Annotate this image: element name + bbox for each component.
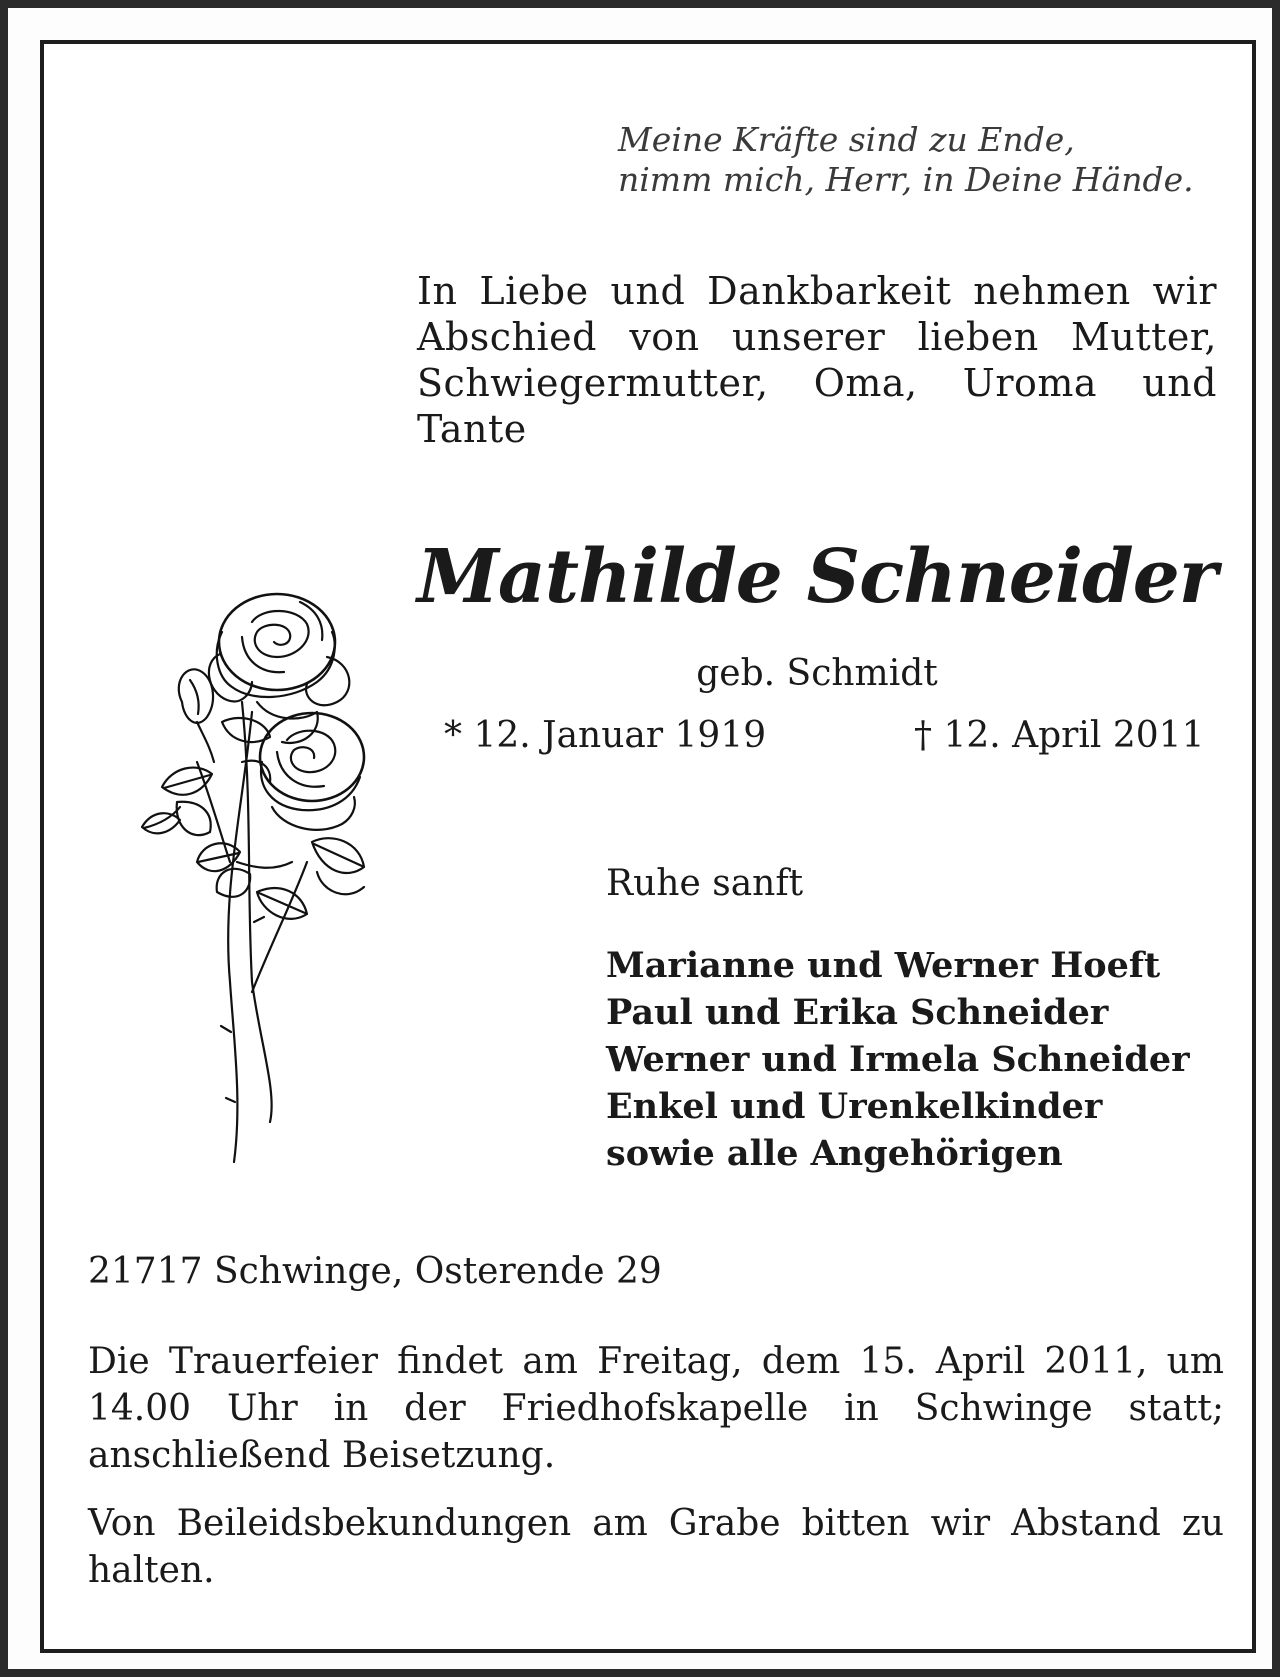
mourners-list — [606, 942, 1190, 1177]
mourner-line: Paul und Erika Schneider — [606, 992, 1109, 1033]
rose-illustration-icon — [102, 562, 402, 1172]
life-dates — [444, 714, 1244, 758]
birth-name: geb. Schmidt — [696, 653, 938, 694]
intro-text: In Liebe und Dankbarkeit nehmen wir Abschied von unserer lieben Mutter, Schwiegermutter, Oma, Uroma und Tante — [417, 269, 1217, 451]
mourner-line: Werner und Irmela Schneider — [606, 1039, 1190, 1080]
address: 21717 Schwinge, Osterende 29 — [88, 1251, 662, 1292]
condolence-request: Von Beileidsbekundungen am Grabe bitten wir Abstand zu halten. — [88, 1503, 1224, 1591]
mourner-line: Marianne und Werner Hoeft — [606, 945, 1161, 986]
ceremony-notice: Die Trauerfeier findet am Freitag, dem 15. April 2011, um 14.00 Uhr in der Friedhofskapelle in Schwinge statt; anschließend Beisetzung. — [88, 1341, 1224, 1476]
birth-date: * 12. Januar 1919 — [444, 715, 767, 756]
deceased-name: Mathilde Schneider — [417, 534, 1217, 620]
motto-verse — [618, 120, 1258, 200]
motto-line-2: nimm mich, Herr, in Deine Hände. — [618, 160, 1194, 199]
death-date: † 12. April 2011 — [914, 715, 1205, 756]
farewell-text: Ruhe sanft — [606, 863, 804, 904]
mourner-line: Enkel und Urenkelkinder — [606, 1086, 1103, 1127]
mourner-line: sowie alle Angehörigen — [606, 1133, 1063, 1174]
motto-line-1: Meine Kräfte sind zu Ende, — [618, 120, 1075, 159]
obituary-frame-inner — [40, 40, 1256, 1653]
